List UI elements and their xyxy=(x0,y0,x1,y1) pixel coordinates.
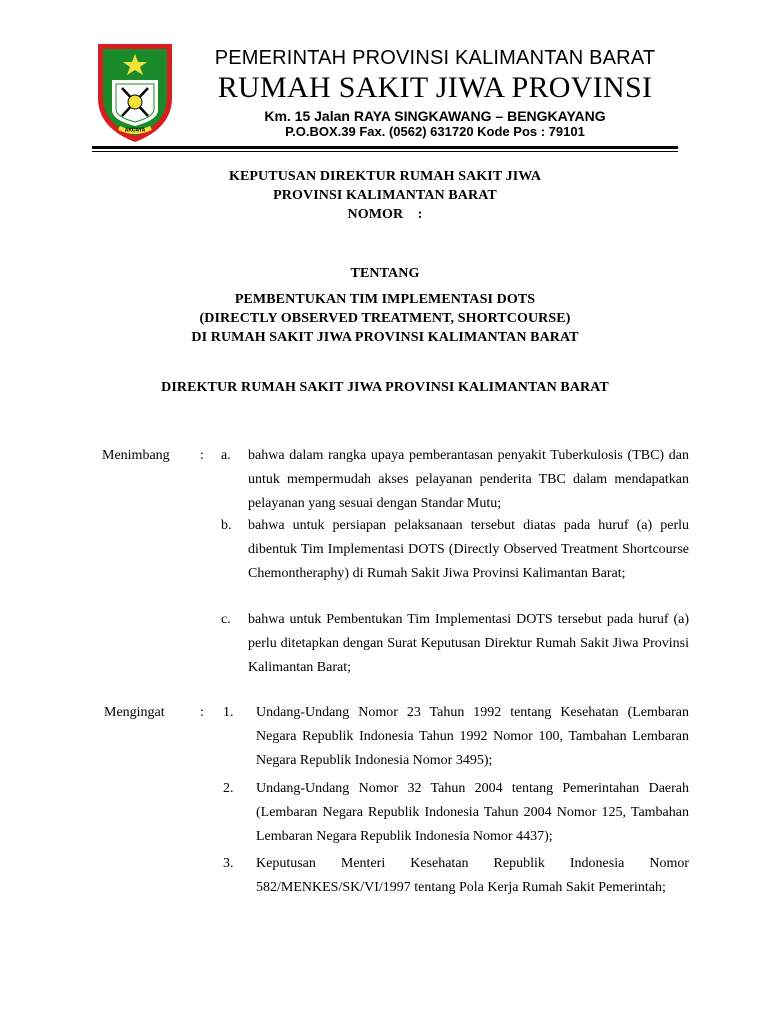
menimbang-item-marker: c. xyxy=(221,612,231,627)
hospital-contact: P.O.BOX.39 Fax. (0562) 631720 Kode Pos : 79101 xyxy=(285,124,585,139)
menimbang-label: Menimbang xyxy=(102,448,170,463)
mengingat-label: Mengingat xyxy=(104,705,165,720)
mengingat-item-text: Undang-Undang Nomor 32 Tahun 2004 tentang Pemerintahan Daerah (Lembaran Negara Republik Indonesia Tahun 2004 Nomor 125, Tambahan Lembaran Negara Republik Indonesia Nomor 4437); xyxy=(256,781,689,844)
menimbang-item-marker: a. xyxy=(221,448,231,463)
menimbang-item-text: bahwa untuk Pembentukan Tim Implementasi DOTS tersebut pada huruf (a) perlu ditetapkan dengan Surat Keputusan Direktur Rumah Sakit Jiwa Provinsi Kalimantan Barat; xyxy=(248,612,689,675)
decree-number: NOMOR : xyxy=(347,207,423,222)
decree-subject-line-1: PEMBENTUKAN TIM IMPLEMENTASI DOTS xyxy=(234,292,536,307)
letterhead-rule-thick xyxy=(92,146,678,149)
decree-title-line-2: PROVINSI KALIMANTAN BARAT xyxy=(273,188,497,203)
decree-subject-line-3: DI RUMAH SAKIT JIWA PROVINSI KALIMANTAN BARAT xyxy=(191,330,579,345)
mengingat-item-marker: 1. xyxy=(223,705,234,720)
provincial-emblem xyxy=(92,40,178,144)
hospital-name: RUMAH SAKIT JIWA PROVINSI xyxy=(217,71,653,104)
mengingat-item-text: Keputusan Menteri Kesehatan Republik Indonesia Nomor 582/MENKES/SK/VI/1997 tentang Pola Kerja Rumah Sakit Pemerintah; xyxy=(256,856,689,895)
decree-issuer: DIREKTUR RUMAH SAKIT JIWA PROVINSI KALIMANTAN BARAT xyxy=(161,380,609,395)
mengingat-item-text: Undang-Undang Nomor 23 Tahun 1992 tentang Kesehatan (Lembaran Negara Republik Indonesia Tahun 1992 Nomor 100, Tambahan Lembaran Negara Republik Indonesia Nomor 3495); xyxy=(256,705,689,768)
mengingat-colon: : xyxy=(200,705,204,720)
mengingat-item-marker: 2. xyxy=(223,781,234,796)
decree-title xyxy=(92,167,678,224)
government-name: PEMERINTAH PROVINSI KALIMANTAN BARAT xyxy=(214,47,656,69)
hospital-address: Km. 15 Jalan RAYA SINGKAWANG – BENGKAYANG xyxy=(264,108,606,124)
mengingat-item-marker: 3. xyxy=(223,856,234,871)
decree-title-line-1: KEPUTUSAN DIREKTUR RUMAH SAKIT JIWA xyxy=(228,169,542,184)
decree-subject xyxy=(92,290,678,347)
menimbang-item-text: bahwa untuk persiapan pelaksanaan tersebut diatas pada huruf (a) perlu dibentuk Tim Implementasi DOTS (Directly Observed Treatment Shortcourse Chemontheraphy) di Rumah Sakit Jiwa Provinsi Kalimantan Barat; xyxy=(248,518,689,581)
menimbang-item-text: bahwa dalam rangka upaya pemberantasan penyakit Tuberkulosis (TBC) dan untuk mempermudah akses pelayanan penderita TBC dalam mendapatkan pelayanan yang sesuai dengan Standar Mutu; xyxy=(248,448,689,511)
emblem-motto: AKCAYA xyxy=(124,127,146,134)
letterhead xyxy=(180,46,690,139)
menimbang-colon: : xyxy=(200,448,204,463)
decree-subject-heading: TENTANG xyxy=(350,266,420,281)
letterhead-rule-thin xyxy=(92,151,678,152)
menimbang-item-marker: b. xyxy=(221,518,232,533)
decree-subject-line-2: (DIRECTLY OBSERVED TREATMENT, SHORTCOURSE) xyxy=(199,311,571,326)
